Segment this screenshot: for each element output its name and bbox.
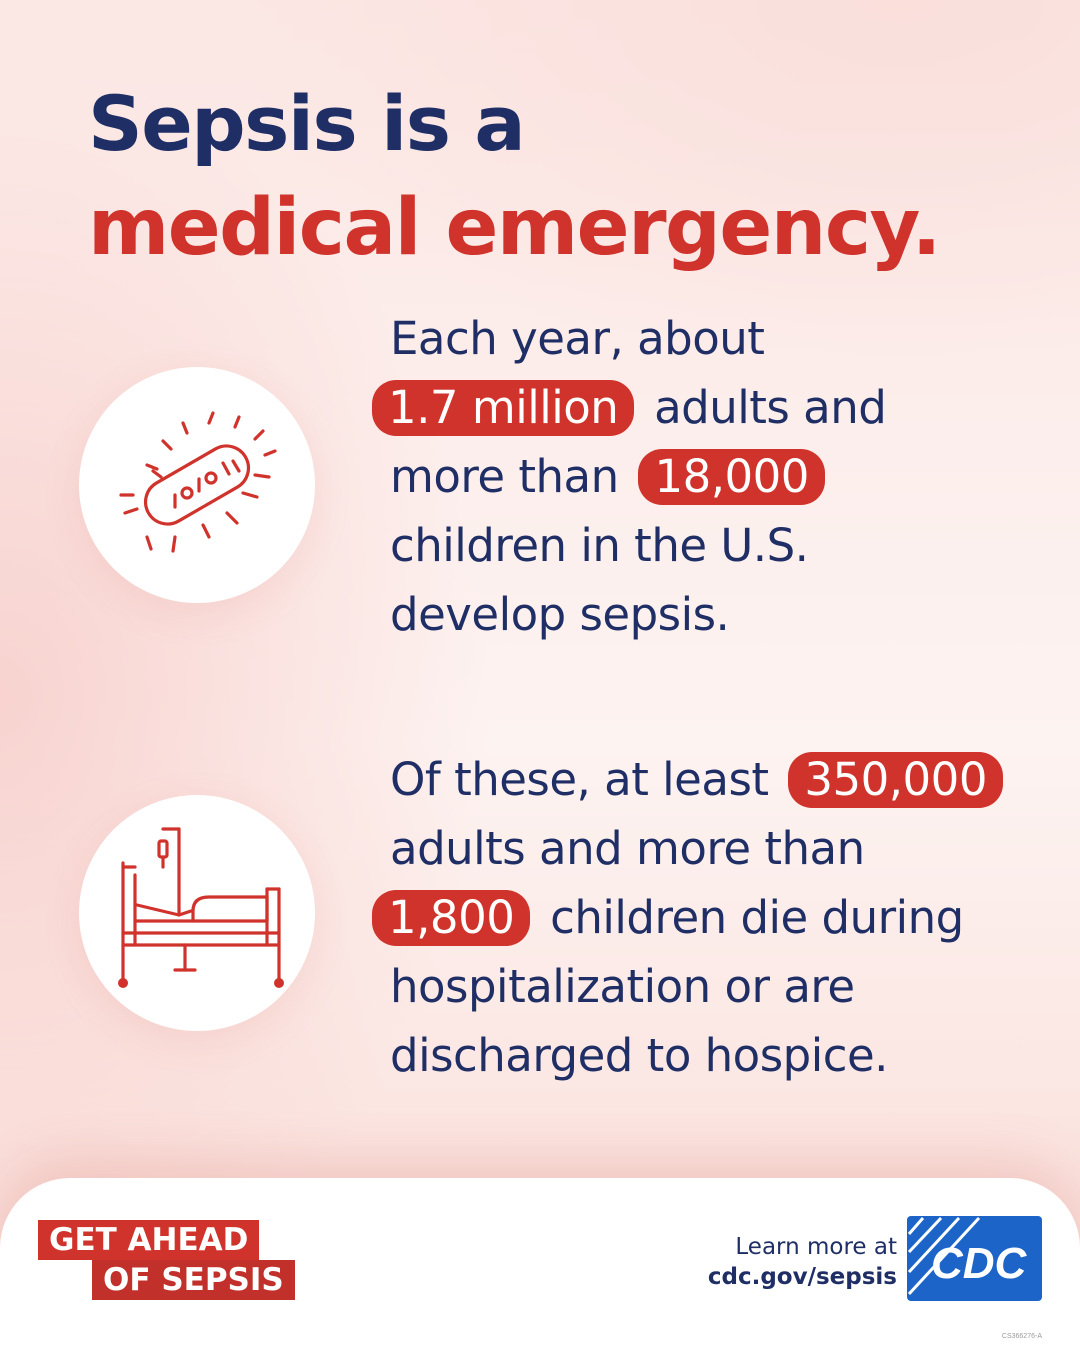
- bacteria-icon-circle: [79, 367, 315, 603]
- stat2-text-2: adults and more than: [390, 822, 865, 875]
- stat1-text-3: more than: [390, 450, 619, 503]
- headline-line-1: Sepsis is a: [88, 79, 525, 168]
- learn-more-text: Learn more at: [735, 1234, 897, 1260]
- stat2-line-3: [372, 883, 1003, 952]
- stat-pill-350000: 350,000: [788, 752, 1003, 808]
- headline-line-2: medical emergency.: [88, 183, 940, 273]
- stat-pill-18000: 18,000: [638, 449, 824, 505]
- stat2-text-4: hospitalization or are: [390, 960, 855, 1013]
- stat2-text-5: discharged to hospice.: [390, 1029, 888, 1082]
- stat1-text-1: Each year, about: [390, 312, 765, 365]
- stat1-text-5: develop sepsis.: [390, 588, 730, 641]
- stat2-text-3: children die during: [550, 891, 964, 944]
- stat2-line-1: [390, 745, 1003, 814]
- stat-deaths: [390, 745, 1003, 1090]
- stat2-text-1: Of these, at least: [390, 753, 769, 806]
- stat-pill-1800: 1,800: [372, 890, 530, 946]
- campaign-badge-line-2: OF SEPSIS: [92, 1260, 295, 1300]
- headline: [88, 72, 940, 280]
- stat1-line-5: [390, 580, 886, 649]
- cdc-logo-text: CDC: [931, 1239, 1027, 1288]
- stat1-line-2: [372, 373, 886, 442]
- bacteria-icon: [79, 367, 315, 603]
- learn-more-url[interactable]: cdc.gov/sepsis: [707, 1264, 897, 1290]
- hospital-bed-icon: [79, 795, 315, 1031]
- stat2-line-5: [390, 1021, 1003, 1090]
- stat1-line-4: [390, 511, 886, 580]
- stat-adults-children-sepsis: [390, 304, 886, 649]
- stat1-line-1: [390, 304, 886, 373]
- document-code: CS366276-A: [1001, 1333, 1042, 1340]
- stat2-line-2: [390, 814, 1003, 883]
- campaign-badge-line-1: GET AHEAD: [38, 1220, 259, 1260]
- hospital-bed-icon-circle: [79, 795, 315, 1031]
- stat1-text-4: children in the U.S.: [390, 519, 809, 572]
- cdc-logo: [907, 1216, 1047, 1306]
- stat2-line-4: [390, 952, 1003, 1021]
- stat1-text-2: adults and: [654, 381, 887, 434]
- learn-more: [708, 1232, 897, 1292]
- stat-pill-1-7-million: 1.7 million: [372, 380, 634, 436]
- stat1-line-3: [390, 442, 886, 511]
- footer: [0, 1178, 1080, 1350]
